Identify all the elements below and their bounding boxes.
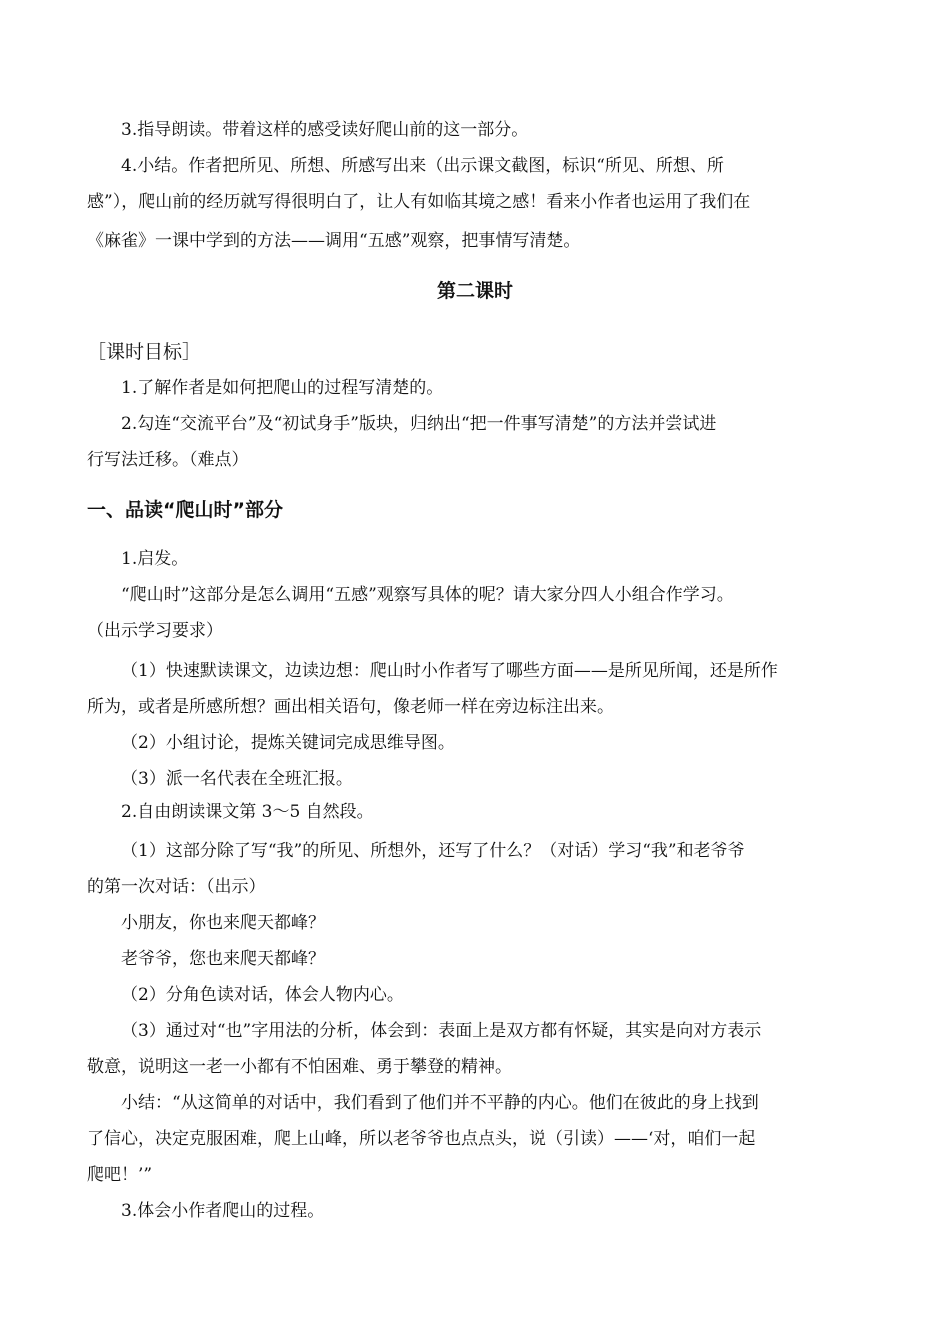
goal-item: 1.了解作者是如何把爬山的过程写清楚的。 xyxy=(121,378,444,398)
step-heading: 2.自由朗读课文第 3～5 自然段。 xyxy=(121,802,374,822)
question-item-continued: 的第一次对话：（出示） xyxy=(87,877,266,897)
requirement-item: （1）快速默读课文，边读边想：爬山时小作者写了哪些方面——是所见所闻，还是所作 xyxy=(121,661,778,681)
summary-line: 爬吧！’” xyxy=(87,1165,153,1185)
goal-item: 2.勾连“交流平台”及“初试身手”版块，归纳出“把一件事写清楚”的方法并尝试进 xyxy=(121,414,717,434)
paragraph-summary-line: 《麻雀》一课中学到的方法——调用“五感”观察，把事情写清楚。 xyxy=(87,231,581,251)
step-heading: 3.体会小作者爬山的过程。 xyxy=(121,1201,325,1221)
question-item-continued: 敬意，说明这一老一小都有不怕困难、勇于攀登的精神。 xyxy=(87,1057,512,1077)
paragraph-summary-line: 感”），爬山前的经历就写得很明白了，让人有如临其境之感！看来小作者也运用了我们在 xyxy=(87,192,751,212)
step-heading: 1.启发。 xyxy=(121,549,189,569)
summary-line: 了信心，决定克服困难，爬上山峰，所以老爷爷也点点头，说（引读）——‘对，咱们一起 xyxy=(87,1129,756,1149)
goal-item-continued: 行写法迁移。（难点） xyxy=(87,450,249,470)
question-item: （1）这部分除了写“我”的所见、所想外，还写了什么？（对话）学习“我”和老爷爷 xyxy=(121,841,745,861)
question-item: （3）通过对“也”字用法的分析，体会到：表面上是双方都有怀疑，其实是向对方表示 xyxy=(121,1021,762,1041)
paragraph-line: “爬山时”这部分是怎么调用“五感”观察写具体的呢？请大家分四人小组合作学习。 xyxy=(121,585,734,605)
goals-heading: ［课时目标］ xyxy=(87,341,202,363)
dialog-line: 小朋友，你也来爬天都峰？ xyxy=(121,913,325,933)
requirement-item: （3）派一名代表在全班汇报。 xyxy=(121,769,353,789)
lesson-title: 第二课时 xyxy=(436,280,513,302)
paragraph-line: （出示学习要求） xyxy=(87,621,223,641)
dialog-line: 老爷爷，您也来爬天都峰？ xyxy=(121,949,325,969)
section-title: 一、品读“爬山时”部分 xyxy=(87,499,283,521)
paragraph-summary-line: 4.小结。作者把所见、所想、所感写出来（出示课文截图，标识“所见、所想、所 xyxy=(121,156,724,176)
requirement-item: （2）小组讨论，提炼关键词完成思维导图。 xyxy=(121,733,455,753)
question-item: （2）分角色读对话，体会人物内心。 xyxy=(121,985,404,1005)
paragraph-guided-reading: 3.指导朗读。带着这样的感受读好爬山前的这一部分。 xyxy=(121,120,529,140)
requirement-item-continued: 所为，或者是所感所想？画出相关语句，像老师一样在旁边标注出来。 xyxy=(87,697,614,717)
summary-line: 小结：“从这简单的对话中，我们看到了他们并不平静的内心。他们在彼此的身上找到 xyxy=(121,1093,759,1113)
